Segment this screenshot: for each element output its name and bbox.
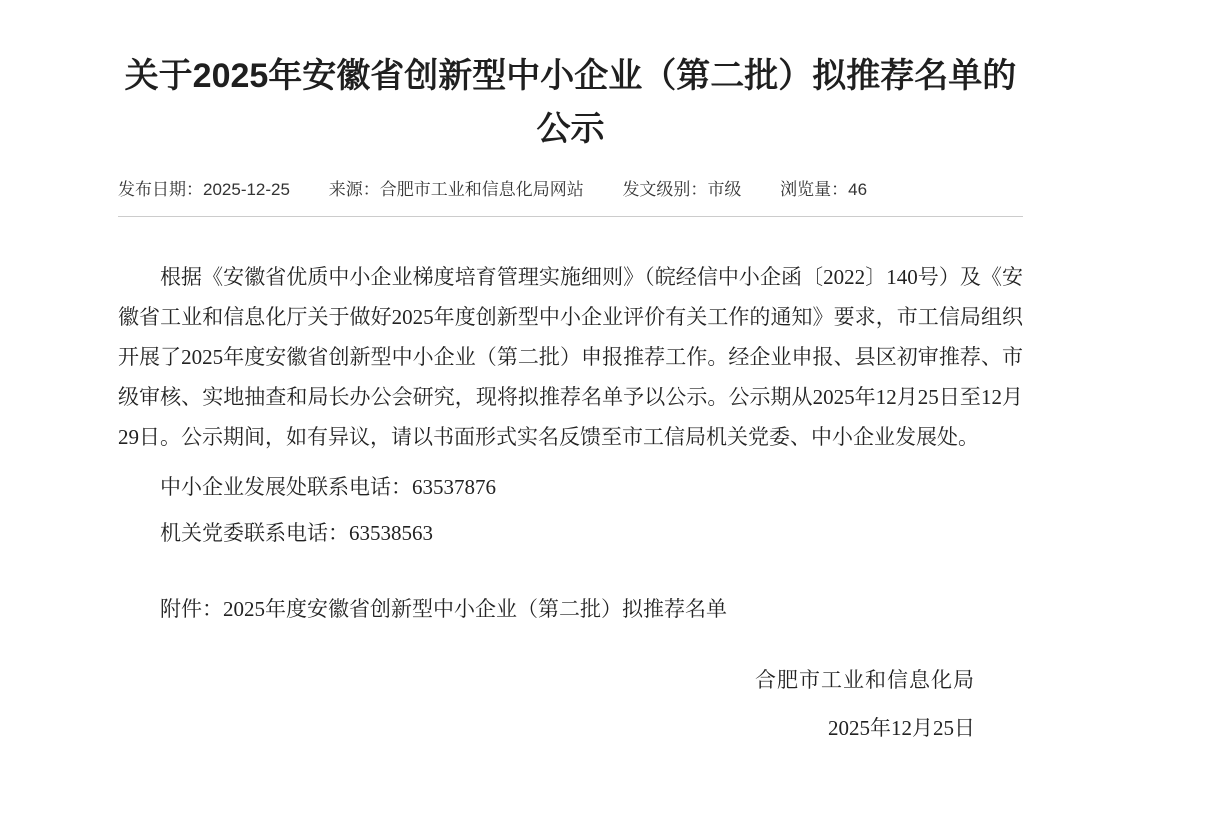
attachment-link[interactable]: 附件：2025年度安徽省创新型中小企业（第二批）拟推荐名单 <box>160 597 727 621</box>
meta-doc-level-label: 发文级别： <box>622 180 708 199</box>
page-title: 关于2025年安徽省创新型中小企业（第二批）拟推荐名单的公示 <box>124 57 1017 148</box>
meta-view-count <box>780 180 867 200</box>
meta-source-value: 合肥市工业和信息化局网站 <box>379 180 584 199</box>
signature-date: 2025年12月25日 <box>828 716 975 740</box>
signature-block <box>118 660 1023 748</box>
signature-organization: 合肥市工业和信息化局 <box>755 668 975 692</box>
meta-source-label: 来源： <box>328 180 380 199</box>
contact-phone-party-committee: 机关党委联系电话：63538563 <box>160 521 433 545</box>
meta-divider <box>118 216 1023 217</box>
article-body <box>118 257 1023 748</box>
meta-view-count-value: 46 <box>848 180 868 199</box>
contact-phone-smes: 中小企业发展处联系电话：63537876 <box>160 475 496 499</box>
meta-view-count-label: 浏览量： <box>780 180 849 199</box>
document-content <box>118 0 1023 748</box>
meta-doc-level <box>622 180 741 200</box>
meta-doc-level-value: 市级 <box>707 180 742 199</box>
meta-publish-date-label: 发布日期： <box>118 180 203 199</box>
meta-row <box>118 180 1023 200</box>
meta-source <box>329 180 584 200</box>
meta-publish-date <box>118 180 290 200</box>
meta-publish-date-value: 2025-12-25 <box>203 180 290 199</box>
announcement-paragraph: 根据《安徽省优质中小企业梯度培育管理实施细则》（皖经信中小企函〔2022〕140号）及《安徽省工业和信息化厅关于做好2025年度创新型中小企业评价有关工作的通知》要求，市工信局组织开展了2025年度安徽省创新型中小企业（第二批）申报推荐工作。经企业申报、县区初审推荐、市级审核、实地抽查和局长办公会研究，现将拟推荐名单予以公示。公示期从2025年12月25日至12月29日。公示期间，如有异议，请以书面形式实名反馈至市工信局机关党委、中小企业发展处。 <box>118 265 1023 449</box>
